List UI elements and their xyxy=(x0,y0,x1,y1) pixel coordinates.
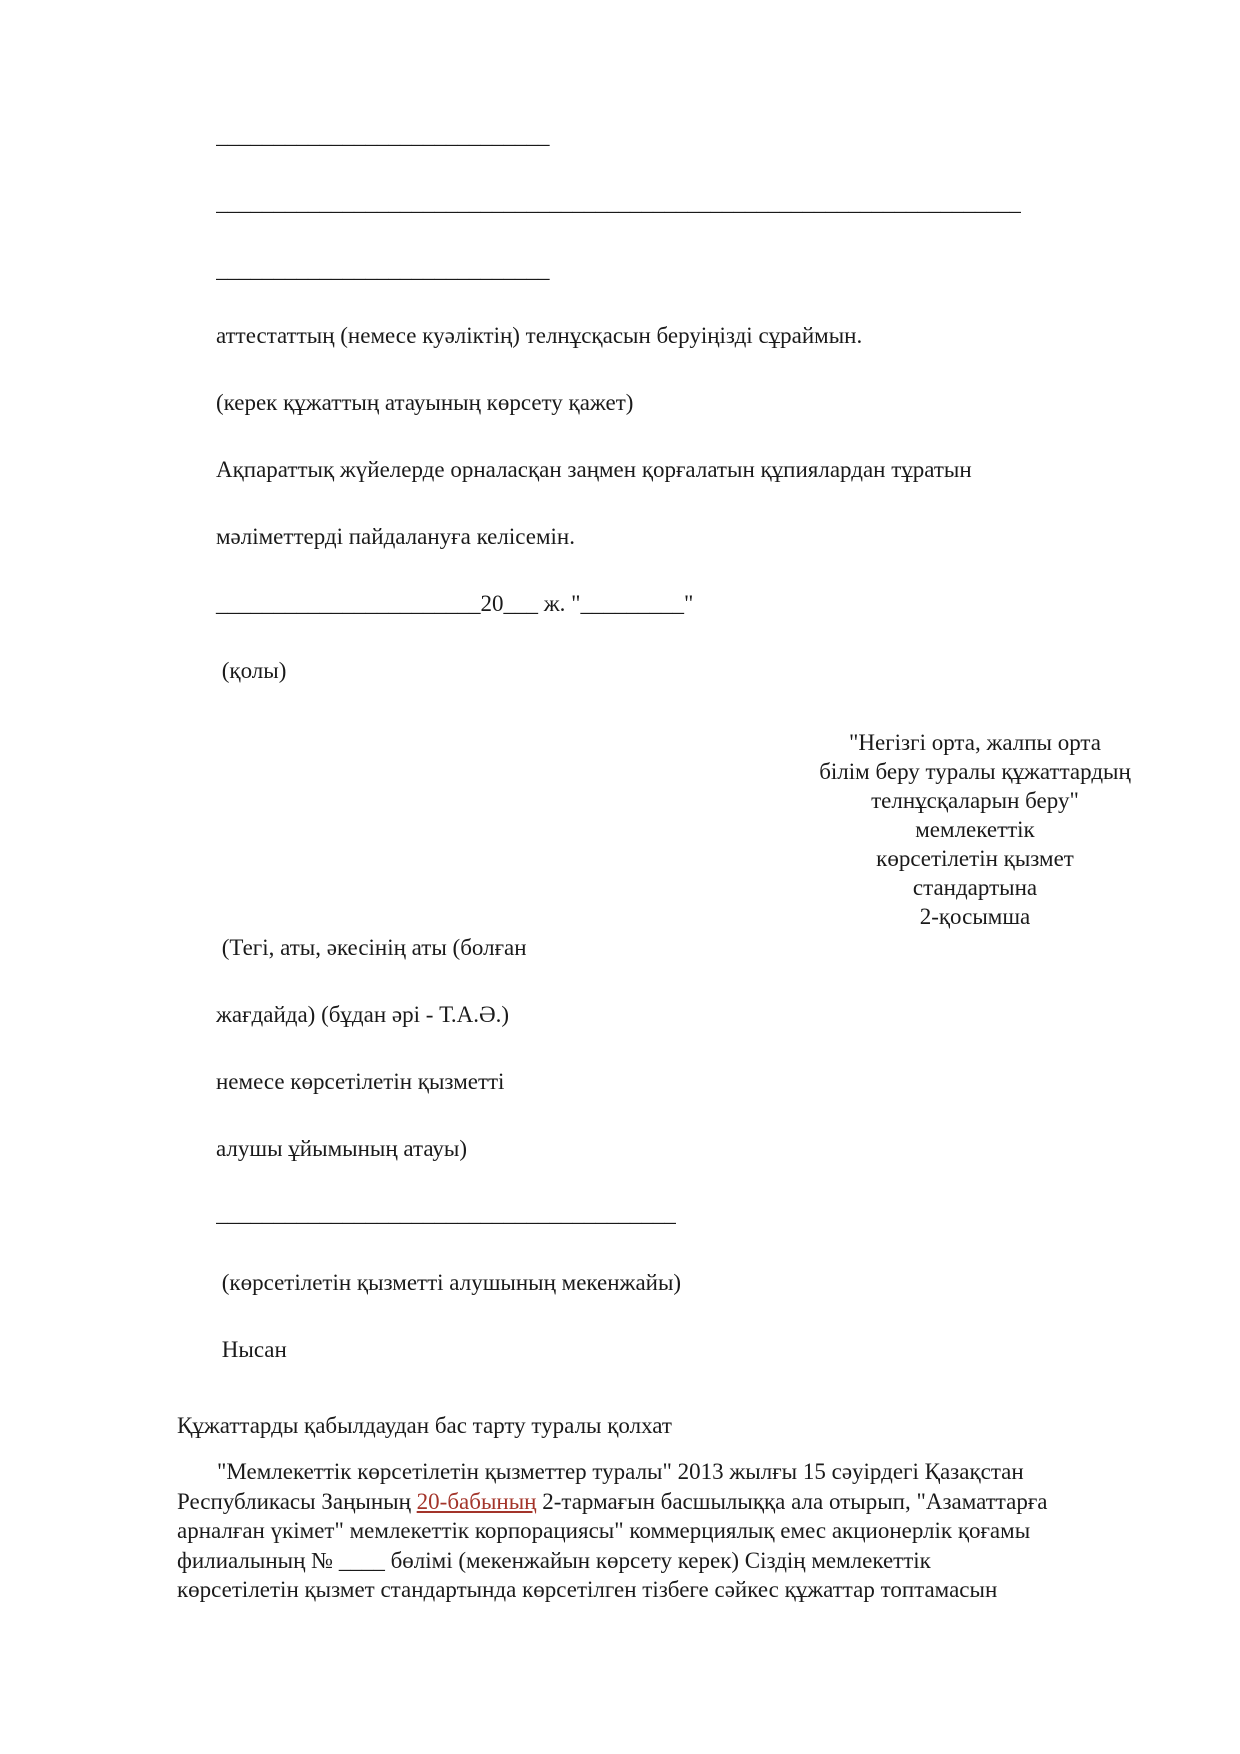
signature-label: (қолы) xyxy=(216,658,287,683)
form-label: Нысан xyxy=(216,1337,287,1362)
body-line: көрсетілетін қызмет стандартында көрсетілген тізбеге сәйкес құжаттар топтамасын xyxy=(177,1577,998,1602)
appendix-line: телнұсқаларын беру" xyxy=(871,788,1079,813)
appendix-line: мемлекеттік xyxy=(915,817,1035,842)
recipient-line-4: алушы ұйымының атауы) xyxy=(216,1136,467,1161)
law-article-link[interactable]: 20-бабының xyxy=(416,1488,537,1514)
body-line xyxy=(177,1487,1187,1517)
appendix-line: стандартына xyxy=(912,875,1038,900)
body-line: филиалының № ____ бөлімі (мекенжайын көрсету керек) Сіздің мемлекеттік xyxy=(177,1547,931,1573)
request-line: аттестаттың (немесе куәліктің) телнұсқасын беруіңізді сұраймын. xyxy=(216,323,863,348)
appendix-block xyxy=(760,728,1190,931)
body-paragraph xyxy=(177,1457,1187,1605)
appendix-line: "Негізгі орта, жалпы орта xyxy=(849,730,1101,755)
recipient-line-2: жағдайда) (бұдан әрі - Т.А.Ә.) xyxy=(216,1002,510,1027)
request-hint: (керек құжаттың атауының көрсету қажет) xyxy=(216,390,634,415)
appendix-line: білім беру туралы құжаттардың xyxy=(819,759,1131,784)
blank-line-2: ______________________________________________________________________ xyxy=(216,190,1021,215)
blank-line-3: _____________________________ xyxy=(216,257,550,282)
appendix-line: 2-қосымша xyxy=(919,904,1031,929)
date-line: _______________________20___ ж. "_________" xyxy=(216,591,694,616)
body-line: арналған үкімет" мемлекеттік корпорациясы" коммерциялық емес акционерлік қоғамы xyxy=(177,1518,1031,1543)
address-label: (көрсетілетін қызметті алушының мекенжайы) xyxy=(216,1270,682,1295)
body-line: "Мемлекеттік көрсетілетін қызметтер туралы" 2013 жылғы 15 сәуірдегі Қазақстан xyxy=(217,1459,1024,1484)
body-text: Республикасы Заңының xyxy=(177,1488,417,1514)
consent-line-1: Ақпараттық жүйелерде орналасқан заңмен қорғалатын құпиялардан тұратын xyxy=(216,457,972,482)
appendix-line: көрсетілетін қызмет xyxy=(876,846,1074,871)
consent-line-2: мәліметтерді пайдалануға келісемін. xyxy=(216,524,575,549)
recipient-line-1: (Тегі, аты, әкесінің аты (болған xyxy=(216,935,527,960)
recipient-line-3: немесе көрсетілетін қызметті xyxy=(216,1069,505,1094)
address-blank-line: ________________________________________ xyxy=(216,1201,676,1226)
body-text: 2-тармағын басшылыққа ала отырып, "Азаматтарға xyxy=(536,1488,1048,1514)
document-heading: Құжаттарды қабылдаудан бас тарту туралы қолхат xyxy=(177,1413,672,1438)
blank-line-1: _____________________________ xyxy=(216,123,550,148)
